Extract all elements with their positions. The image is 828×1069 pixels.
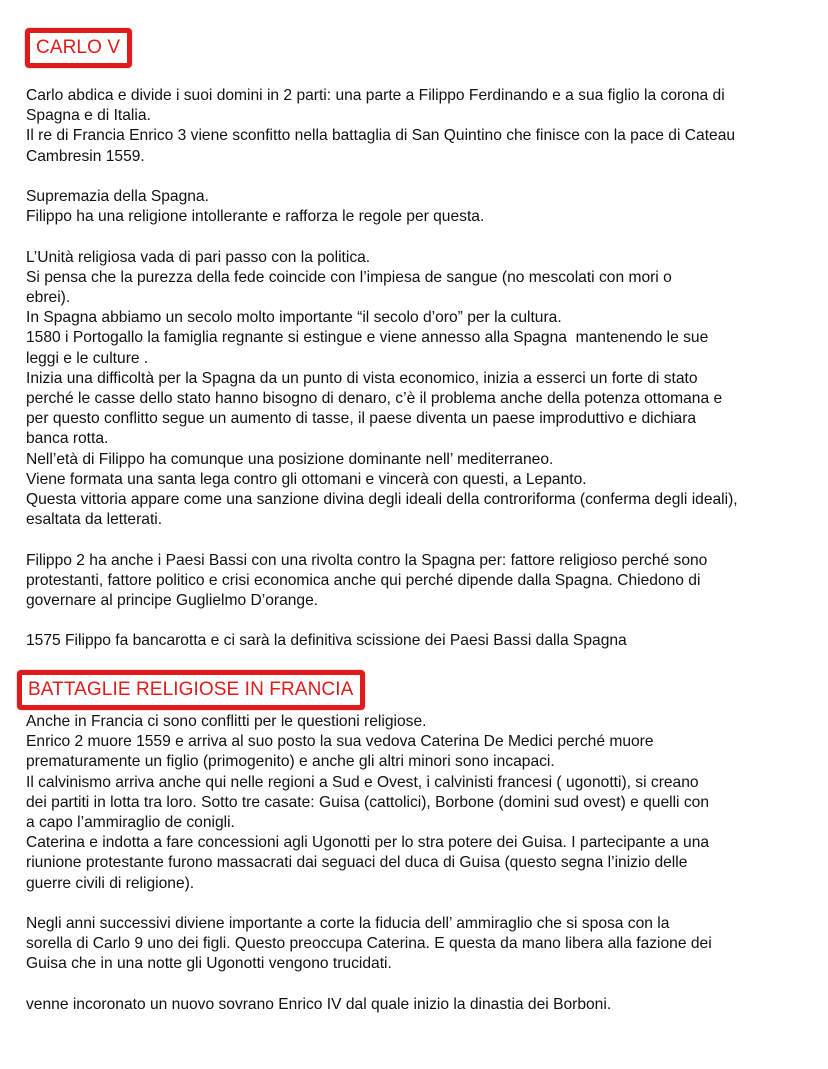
text-line: Cambresin 1559.: [26, 147, 145, 165]
text-line: Supremazia della Spagna.: [26, 188, 209, 206]
text-line: protestanti, fattore politico e crisi economica anche qui perché dipende dalla Spagna. Chiedono di: [26, 571, 701, 589]
text-line: perché le casse dello stato hanno bisogno di denaro, c’è il problema anche della potenza ottomana e: [26, 390, 723, 408]
text-line: a capo l’ammiraglio de conigli.: [26, 814, 235, 832]
text-line: [26, 975, 816, 995]
section-body-carlo-v: [26, 86, 816, 652]
section-heading-text: BATTAGLIE RELIGIOSE IN FRANCIA: [28, 679, 354, 700]
section-heading-battaglie-religiose: [17, 670, 365, 710]
text-line: dei partiti in lotta tra loro. Sotto tre casate: Guisa (cattolici), Borbone (domini sud ovest) e quelli con: [26, 793, 709, 811]
text-line: Il re di Francia Enrico 3 viene sconfitto nella battaglia di San Quintino che finisce con la pace di Cateau: [26, 127, 736, 145]
text-line: venne incoronato un nuovo sovrano Enrico IV dal quale inizio la dinastia dei Borboni.: [26, 995, 612, 1013]
text-line: [26, 530, 816, 550]
text-line: Caterina e indotta a fare concessioni agli Ugonotti per lo stra potere dei Guisa. I partecipante a una: [26, 834, 710, 852]
text-line: leggi e le culture .: [26, 349, 149, 367]
text-line: governare al principe Guglielmo D’orange.: [26, 592, 319, 610]
section-heading-carlo-v: [25, 28, 132, 68]
text-line: Filippo 2 ha anche i Paesi Bassi con una rivolta contro la Spagna per: fattore religioso perché sono: [26, 551, 708, 569]
text-line: Si pensa che la purezza della fede coincide con l’impiesa de sangue (no mescolati con mori o: [26, 268, 672, 286]
text-line: ebrei).: [26, 289, 71, 307]
text-line: Spagna e di Italia.: [26, 107, 151, 125]
section-heading-text: CARLO V: [36, 37, 121, 58]
text-line: 1575 Filippo fa bancarotta e ci sarà la definitiva scissione dei Paesi Bassi dalla Spagna: [26, 632, 627, 650]
text-line: banca rotta.: [26, 430, 109, 448]
text-line: [26, 227, 816, 247]
text-line: esaltata da letterati.: [26, 511, 163, 529]
text-line: Nell’età di Filippo ha comunque una posizione dominante nell’ mediterraneo.: [26, 450, 554, 468]
text-line: In Spagna abbiamo un secolo molto importante “il secolo d’oro” per la cultura.: [26, 309, 562, 327]
text-line: prematuramente un figlio (primogenito) e anche gli altri minori sono incapaci.: [26, 753, 555, 771]
text-line: Filippo ha una religione intollerante e rafforza le regole per questa.: [26, 208, 485, 226]
text-line: Il calvinismo arriva anche qui nelle regioni a Sud e Ovest, i calvinisti francesi ( ugonotti), si creano: [26, 773, 699, 791]
text-line: sorella di Carlo 9 uno dei figli. Questo preoccupa Caterina. E questa da mano libera alla fazione dei: [26, 935, 712, 953]
text-line: guerre civili di religione).: [26, 874, 195, 892]
text-line: Questa vittoria appare come una sanzione divina degli ideali della controriforma (conferma degli ideali),: [26, 491, 738, 509]
text-line: [26, 894, 816, 914]
section-body-battaglie-religiose: [26, 712, 816, 1015]
text-line: L’Unità religiosa vada di pari passo con la politica.: [26, 248, 371, 266]
text-line: Carlo abdica e divide i suoi domini in 2 parti: una parte a Filippo Ferdinando e a sua figlio la corona di: [26, 87, 725, 104]
text-line: Enrico 2 muore 1559 e arriva al suo posto la sua vedova Caterina De Medici perché muore: [26, 733, 654, 751]
text-line: [26, 167, 816, 187]
text-line: Negli anni successivi diviene importante a corte la fiducia dell’ ammiraglio che si sposa con la: [26, 915, 670, 933]
text-line: 1580 i Portogallo la famiglia regnante si estingue e viene annesso alla Spagna mantenendo le sue: [26, 329, 709, 347]
text-line: Anche in Francia ci sono conflitti per le questioni religiose.: [26, 713, 427, 730]
text-line: Inizia una difficoltà per la Spagna da un punto di vista economico, inizia a esserci un forte di stato: [26, 369, 698, 387]
text-line: Guisa che in una notte gli Ugonotti vengono trucidati.: [26, 955, 392, 973]
text-line: [26, 611, 816, 631]
text-line: per questo conflitto segue un aumento di tasse, il paese diventa un paese improduttivo e dichiara: [26, 410, 697, 428]
text-line: riunione protestante furono massacrati dai seguaci del duca di Guisa (questo segna l’inizio delle: [26, 854, 688, 872]
text-line: Viene formata una santa lega contro gli ottomani e vincerà con questi, a Lepanto.: [26, 470, 587, 488]
